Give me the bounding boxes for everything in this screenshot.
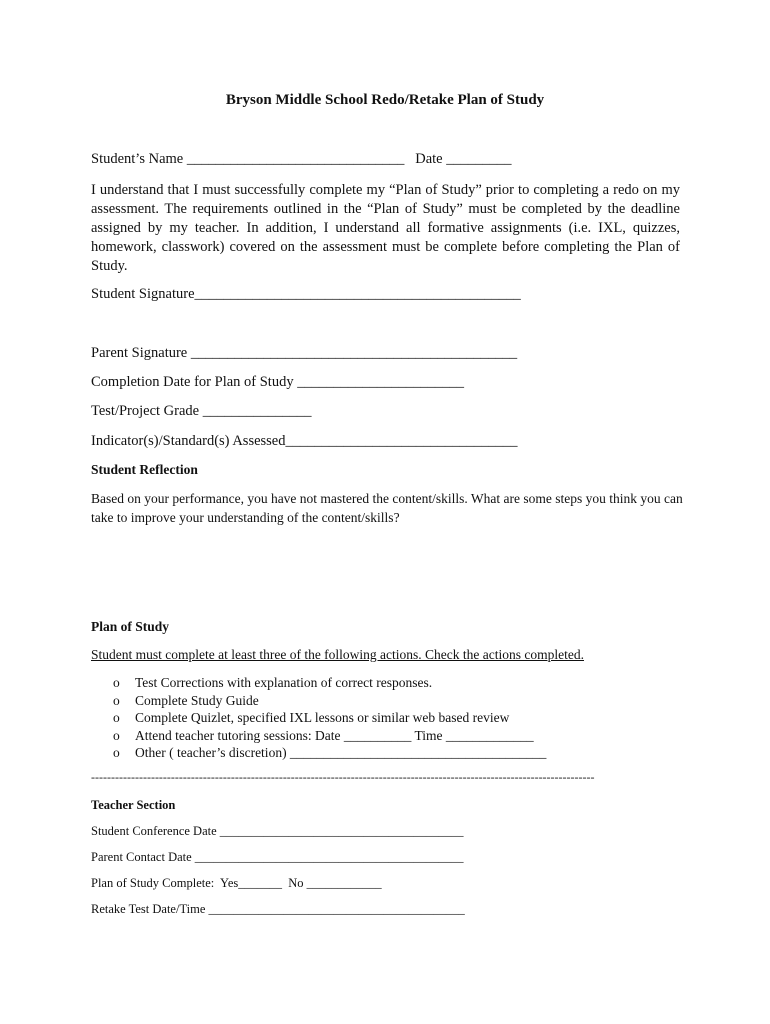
bullet-circle-icon: o [113,692,120,708]
completion-date-field: Completion Date for Plan of Study _______________________ [91,374,464,390]
list-item [113,709,546,727]
section-separator: ------------------------------------------------------------------------------------------------------------------------------ [91,770,595,784]
indicators-field: Indicator(s)/Standard(s) Assessed________________________________ [91,433,518,449]
reflection-heading: Student Reflection [91,462,198,477]
student-name-date-field: Student’s Name ______________________________ Date _________ [91,151,512,167]
plan-action-list [113,674,546,762]
action-label: Complete Quizlet, specified IXL lessons or similar web based review [135,710,510,725]
list-item [113,744,546,762]
list-item [113,674,546,692]
student-signature-field: Student Signature_____________________________________________ [91,286,521,302]
bullet-circle-icon: o [113,727,120,743]
action-label: Test Corrections with explanation of correct responses. [135,675,433,690]
bullet-circle-icon: o [113,745,120,760]
grade-field: Test/Project Grade _______________ [91,403,312,419]
student-conference-date-field: Student Conference Date _______________________________________ [91,824,464,838]
bullet-circle-icon: o [113,710,120,725]
list-item [113,692,546,710]
plan-instruction: Student must complete at least three of the following actions. Check the actions completed. [91,647,584,662]
plan-complete-field: Plan of Study Complete: Yes_______ No ____________ [91,876,382,890]
parent-contact-date-field: Parent Contact Date ___________________________________________ [91,850,464,864]
action-label: Complete Study Guide [135,692,259,708]
action-label: Other ( teacher’s discretion) ______________________________________ [135,745,547,760]
parent-signature-field: Parent Signature _____________________________________________ [91,345,518,361]
teacher-section-heading: Teacher Section [91,798,176,812]
reflection-prompt: Based on your performance, you have not mastered the content/skills. What are some steps you think you can take to improve your understanding of the content/skills? [91,491,683,525]
page-title: Bryson Middle School Redo/Retake Plan of Study [225,92,545,108]
action-label: Attend teacher tutoring sessions: Date __________ Time _____________ [135,727,534,743]
bullet-circle-icon: o [113,675,120,690]
plan-heading: Plan of Study [91,619,170,634]
retake-date-field: Retake Test Date/Time _________________________________________ [91,902,465,916]
list-item [113,727,546,745]
agreement-paragraph: I understand that I must successfully complete my “Plan of Study” prior to completing a redo on my assessment. The requirements outlined in the “Plan of Study” must be completed by the deadline assigned by my teacher. In addition, I understand all formative assignments (i.e. IXL, quizzes, homework, classwork) covered on the assessment must be complete before completing the Plan of Study. [91,182,680,274]
